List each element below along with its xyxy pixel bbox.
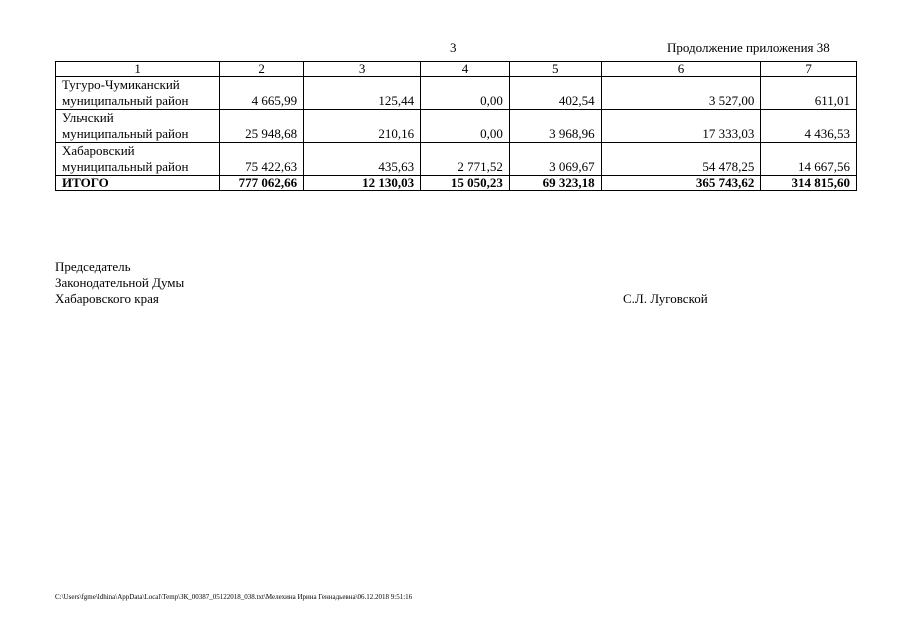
- district-name: Хабаровский муниципальный район: [56, 143, 220, 176]
- column-number: 2: [220, 62, 304, 77]
- table-cell: 3 527,00: [601, 77, 761, 110]
- table-cell: 17 333,03: [601, 110, 761, 143]
- column-number: 1: [56, 62, 220, 77]
- signature-title-line: Законодательной Думы: [55, 275, 185, 290]
- column-number: 3: [304, 62, 421, 77]
- table-cell: 125,44: [304, 77, 421, 110]
- district-name: Ульчский муниципальный район: [56, 110, 220, 143]
- signature-title-line: Хабаровского края: [55, 291, 159, 306]
- signature-block: [55, 259, 184, 307]
- table-cell: 54 478,25: [601, 143, 761, 176]
- table-cell: 2 771,52: [421, 143, 510, 176]
- table-cell: 0,00: [421, 77, 510, 110]
- table-cell: 4 436,53: [761, 110, 857, 143]
- data-table: [55, 61, 857, 191]
- total-cell: 777 062,66: [220, 176, 304, 191]
- column-number: 7: [761, 62, 857, 77]
- table-row: [56, 110, 857, 143]
- page-number: 3: [450, 40, 457, 55]
- table-cell: 402,54: [509, 77, 601, 110]
- total-cell: 365 743,62: [601, 176, 761, 191]
- total-label: ИТОГО: [56, 176, 220, 191]
- table-cell: 611,01: [761, 77, 857, 110]
- total-cell: 15 050,23: [421, 176, 510, 191]
- column-number: 6: [601, 62, 761, 77]
- column-number: 5: [509, 62, 601, 77]
- footer-file-path: C:\Users\fgme\ldhina\AppData\Local\Temp\ЗК_00387_05122018_038.txt\Мелехина Ирина Геннадьевна\06.12.2018 9:51:16: [55, 593, 413, 601]
- column-number: 4: [421, 62, 510, 77]
- total-row: [56, 176, 857, 191]
- total-cell: 314 815,60: [761, 176, 857, 191]
- table-cell: 435,63: [304, 143, 421, 176]
- table-row: [56, 143, 857, 176]
- table-row: [56, 77, 857, 110]
- table-cell: 75 422,63: [220, 143, 304, 176]
- total-cell: 12 130,03: [304, 176, 421, 191]
- table-cell: 3 069,67: [509, 143, 601, 176]
- district-name: Тугуро-Чумиканский муниципальный район: [56, 77, 220, 110]
- table-cell: 3 968,96: [509, 110, 601, 143]
- table-cell: 210,16: [304, 110, 421, 143]
- table-cell: 0,00: [421, 110, 510, 143]
- continuation-title: Продолжение приложения 38: [667, 40, 830, 55]
- table-cell: 4 665,99: [220, 77, 304, 110]
- signer-name: С.Л. Луговской: [623, 291, 708, 306]
- table-cell: 25 948,68: [220, 110, 304, 143]
- table-header-row: [56, 62, 857, 77]
- table-cell: 14 667,56: [761, 143, 857, 176]
- signature-title-line: Председатель: [55, 259, 131, 274]
- total-cell: 69 323,18: [509, 176, 601, 191]
